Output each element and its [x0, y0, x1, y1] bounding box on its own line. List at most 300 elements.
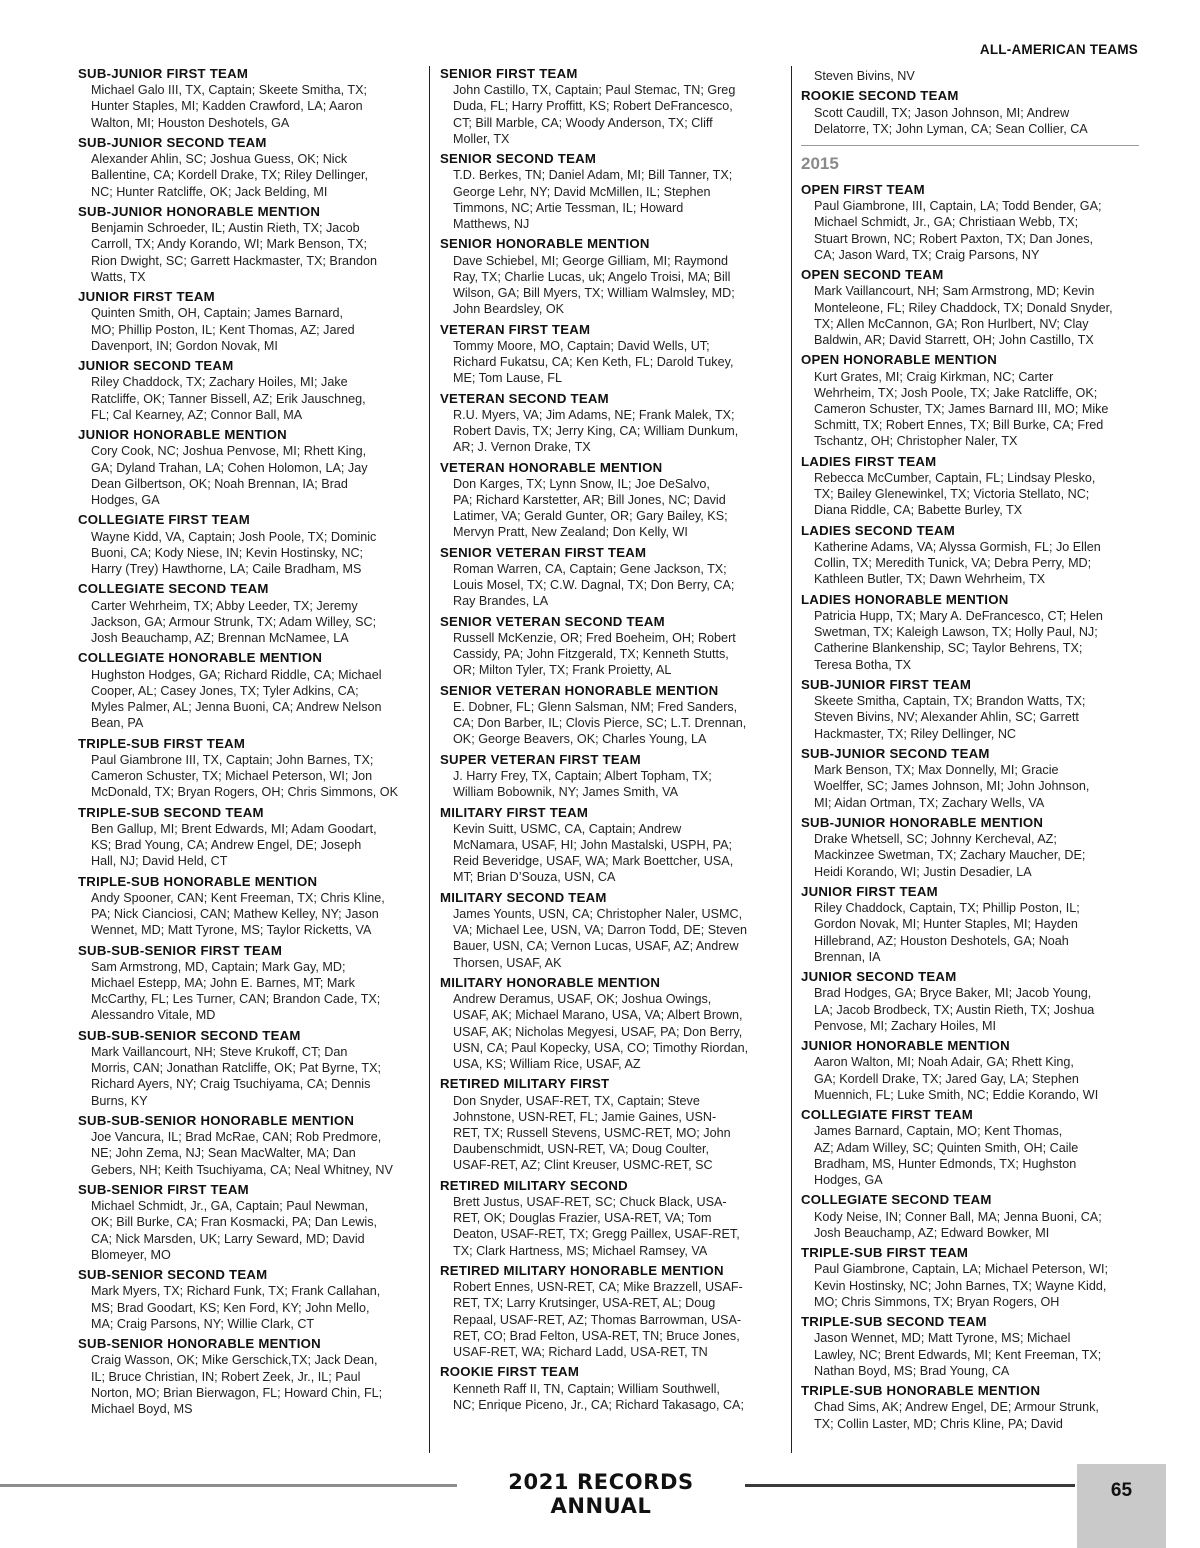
column-1: [78, 66, 420, 1421]
column-divider: [791, 66, 792, 1453]
team-members-line: Michael Estepp, MA; John E. Barnes, MT; Mark: [91, 976, 355, 991]
team-heading: SUB-JUNIOR HONORABLE MENTION: [801, 815, 1044, 831]
team-members-line: Russell McKenzie, OR; Fred Boeheim, OH; Robert: [453, 631, 736, 646]
team-members-line: Stuart Brown, NC; Robert Paxton, TX; Dan Jones,: [814, 231, 1094, 246]
team-members-line: Gebers, NH; Keith Tsuchiyama, CA; Neal Whitney, NV: [91, 1162, 393, 1177]
team-members-line: TX; Clark Hartness, MS; Michael Ramsey, VA: [453, 1243, 708, 1258]
team-heading: OPEN FIRST TEAM: [801, 182, 925, 197]
team-heading: RETIRED MILITARY SECOND: [440, 1177, 628, 1193]
team-members-line: NC; Enrique Piceno, Jr., CA; Richard Takasago, CA;: [453, 1397, 744, 1412]
team-members-line: James Younts, USN, CA; Christopher Naler, USMC,: [453, 907, 743, 922]
team-members-line: Wennet, MD; Matt Tyrone, MS; Taylor Ricketts, VA: [91, 923, 372, 938]
team-section: [78, 512, 420, 577]
team-members-line: Swetman, TX; Kaleigh Lawson, TX; Holly Paul, NJ;: [814, 625, 1098, 640]
team-section: [78, 135, 420, 200]
team-members-line: Buoni, CA; Kody Niese, IN; Kevin Hostinsky, NC;: [91, 545, 364, 560]
team-members-line: Chad Sims, AK; Andrew Engel, DE; Armour Strunk,: [814, 1400, 1099, 1415]
team-heading: ROOKIE SECOND TEAM: [801, 88, 959, 104]
team-members-line: Deaton, USAF-RET, TX; Gregg Paillex, USAF-RET,: [453, 1227, 740, 1242]
team-members-line: Diana Riddle, CA; Babette Burley, TX: [814, 503, 1023, 518]
team-members-line: McDonald, TX; Bryan Rogers, OH; Chris Simmons, OK: [91, 785, 399, 800]
team-section: [440, 236, 782, 317]
team-members-line: MS; Brad Goodart, KS; Ken Ford, KY; John Mello,: [91, 1300, 370, 1315]
team-section: [801, 1192, 1143, 1241]
team-section: [801, 454, 1143, 519]
team-members-line: John Castillo, TX, Captain; Paul Stemac, TN; Greg: [453, 83, 736, 98]
team-section: [440, 805, 782, 886]
team-section: [78, 581, 420, 646]
team-heading: VETERAN FIRST TEAM: [440, 321, 591, 337]
team-members-line: Ballentine, CA; Kordell Drake, TX; Riley Dellinger,: [91, 168, 368, 183]
team-members-line: Michael Galo III, TX, Captain; Skeete Smitha, TX;: [91, 83, 368, 98]
team-members-line: Roman Warren, CA, Captain; Gene Jackson, TX;: [453, 562, 727, 577]
team-members-line: Michael Schmidt, Jr., GA; Christiaan Webb, TX;: [814, 215, 1079, 230]
team-members-line: Schmitt, TX; Robert Ennes, TX; Bill Burke, CA; Fred: [814, 418, 1104, 433]
team-members-line: Alessandro Vitale, MD: [91, 1008, 216, 1023]
team-members-line: Bauer, USN, CA; Vernon Lucas, USAF, AZ; Andrew: [453, 939, 739, 954]
team-members-line: Hodges, GA: [814, 1173, 883, 1188]
team-members-line: FL; Cal Kearney, AZ; Connor Ball, MA: [91, 407, 303, 422]
team-section: [801, 523, 1143, 588]
team-members-line: Delatorre, TX; John Lyman, CA; Sean Collier, CA: [814, 121, 1088, 136]
team-members-line: MI; Aidan Ortman, TX; Zachary Wells, VA: [814, 795, 1045, 810]
team-members-line: CA; Don Barber, IL; Clovis Pierce, SC; L.T. Drennan,: [453, 716, 747, 731]
team-members-line: Mark Vaillancourt, NH; Steve Krukoff, CT; Dan: [91, 1045, 348, 1060]
team-members-line: Scott Caudill, TX; Jason Johnson, MI; Andrew: [814, 105, 1070, 120]
team-members-line: Monteleone, FL; Riley Chaddock, TX; Donald Snyder,: [814, 300, 1113, 315]
team-heading: COLLEGIATE HONORABLE MENTION: [78, 650, 323, 666]
team-section: [801, 884, 1143, 965]
team-heading: OPEN HONORABLE MENTION: [801, 352, 997, 368]
team-members-line: Teresa Botha, TX: [814, 657, 912, 672]
team-heading: JUNIOR HONORABLE MENTION: [78, 427, 287, 443]
team-members-line: Tommy Moore, MO, Captain; David Wells, UT;: [453, 338, 710, 353]
team-members-line: Nathan Boyd, MS; Brad Young, CA: [814, 1363, 1010, 1378]
team-members-line: USAF, AK; Michael Marano, USA, VA; Albert Brown,: [453, 1008, 743, 1023]
team-members-line: Timmons, NC; Artie Tessman, IL; Howard: [453, 200, 684, 215]
team-members-line: T.D. Berkes, TN; Daniel Adam, MI; Bill Tanner, TX;: [453, 168, 733, 183]
team-heading: COLLEGIATE FIRST TEAM: [801, 1107, 974, 1123]
team-heading: RETIRED MILITARY FIRST: [440, 1076, 610, 1092]
year-heading: 2015: [801, 145, 1139, 174]
team-members-line: Reid Beveridge, USAF, WA; Mark Boettcher, USA,: [453, 854, 734, 869]
team-members-line: Cameron Schuster, TX; James Barnard III, MO; Mike: [814, 402, 1109, 417]
team-members-line: USA, KS; William Rice, USAF, AZ: [453, 1057, 641, 1072]
team-heading: OPEN SECOND TEAM: [801, 267, 944, 283]
team-heading: VETERAN HONORABLE MENTION: [440, 459, 663, 475]
team-members-line: Ben Gallup, MI; Brent Edwards, MI; Adam Goodart,: [91, 821, 377, 836]
team-members-line: Aaron Walton, MI; Noah Adair, GA; Rhett King,: [814, 1055, 1074, 1070]
team-members-line: Paul Giambrone III, TX, Captain; John Barnes, TX;: [91, 752, 374, 767]
team-heading: COLLEGIATE SECOND TEAM: [801, 1192, 992, 1208]
team-members-line: McCarthy, FL; Les Turner, CAN; Brandon Cade, TX;: [91, 992, 381, 1007]
team-heading: COLLEGIATE FIRST TEAM: [78, 512, 251, 528]
team-section: [801, 88, 1143, 137]
team-section: [78, 650, 420, 731]
team-members-line: Kathleen Butler, TX; Dawn Wehrheim, TX: [814, 572, 1045, 587]
team-members-line: Johnstone, USN-RET, FL; Jamie Gaines, USN-: [453, 1109, 717, 1124]
team-section: [801, 1107, 1143, 1188]
team-members-line: Mackinzee Swetman, TX; Zachary Maucher, DE;: [814, 848, 1086, 863]
team-members-line: Brett Justus, USAF-RET, SC; Chuck Black, USA-: [453, 1195, 727, 1210]
team-section: [440, 391, 782, 456]
team-members-line: ME; Tom Lause, FL: [453, 371, 562, 386]
team-members-line: NE; John Zema, NJ; Sean MacWalter, MA; Dan: [91, 1146, 356, 1161]
team-members-line: Harry (Trey) Hawthorne, LA; Caile Bradham, MS: [91, 562, 362, 577]
team-section: [801, 677, 1143, 742]
team-section: [78, 736, 420, 801]
team-heading: SUB-SENIOR SECOND TEAM: [78, 1267, 268, 1283]
team-section: [78, 874, 420, 939]
team-members-line: Hodges, GA: [91, 493, 160, 508]
team-heading: SENIOR VETERAN FIRST TEAM: [440, 544, 647, 560]
team-heading: MILITARY SECOND TEAM: [440, 889, 607, 905]
team-heading: VETERAN SECOND TEAM: [440, 390, 609, 406]
team-members-line: Myles Palmer, AL; Jenna Buoni, CA; Andrew Nelson: [91, 700, 382, 715]
team-heading: LADIES HONORABLE MENTION: [801, 591, 1009, 607]
team-members-line: Kenneth Raff II, TN, Captain; William Southwell,: [453, 1381, 720, 1396]
team-members-line: Don Snyder, USAF-RET, TX, Captain; Steve: [453, 1093, 700, 1108]
team-section: [440, 1076, 782, 1173]
team-members-line: TX; Collin Laster, MD; Chris Kline, PA; David: [814, 1416, 1063, 1431]
team-members-line: Brennan, IA: [814, 949, 881, 964]
team-section: [801, 969, 1143, 1034]
team-section: [440, 460, 782, 541]
team-members-line: USAF-RET, AZ; Clint Kreuser, USMC-RET, SC: [453, 1158, 713, 1173]
team-heading: SENIOR VETERAN HONORABLE MENTION: [440, 682, 719, 698]
team-members-line: Kody Neise, IN; Conner Ball, MA; Jenna Buoni, CA;: [814, 1209, 1102, 1224]
team-members-line: Heidi Korando, WI; Justin Desadier, LA: [814, 864, 1032, 879]
team-members-line: PA; Nick Cianciosi, CAN; Mathew Kelley, NY; Jason: [91, 907, 379, 922]
team-section: [78, 358, 420, 423]
team-members-line: GA; Dyland Trahan, LA; Cohen Holomon, LA; Jay: [91, 460, 368, 475]
team-section: [78, 1028, 420, 1109]
team-members-line: Rion Dwight, SC; Garrett Hackmaster, TX; Brandon: [91, 253, 378, 268]
team-members-line: Richard Ayers, NY; Craig Tsuchiyama, CA; Dennis: [91, 1077, 371, 1092]
team-members-line: R.U. Myers, VA; Jim Adams, NE; Frank Malek, TX;: [453, 407, 735, 422]
team-members-line: Steven Bivins, NV; Alexander Ahlin, SC; Garrett: [814, 710, 1079, 725]
team-heading: TRIPLE-SUB SECOND TEAM: [801, 1314, 987, 1330]
footer-rule-left: [0, 1484, 457, 1487]
team-members-line: Bean, PA: [91, 716, 144, 731]
team-members-line: Josh Beauchamp, AZ; Brennan McNamee, LA: [91, 631, 349, 646]
team-members-line: MA; Craig Parsons, NY; Willie Clark, CT: [91, 1316, 315, 1331]
team-members-line: Blomeyer, MO: [91, 1247, 171, 1262]
team-members-line: J. Harry Frey, TX, Captain; Albert Topham, TX;: [453, 769, 712, 784]
team-heading: SUB-JUNIOR SECOND TEAM: [801, 746, 990, 762]
team-heading: COLLEGIATE SECOND TEAM: [78, 581, 269, 597]
team-members-line: RET, TX; Larry Krutsinger, USA-RET, AL; Doug: [453, 1296, 716, 1311]
team-members-line: Rebecca McCumber, Captain, FL; Lindsay Plesko,: [814, 471, 1096, 486]
team-members-line: TX; Bailey Glenewinkel, TX; Victoria Stellato, NC;: [814, 487, 1090, 502]
team-members-line: Carroll, TX; Andy Korando, WI; Mark Benson, TX;: [91, 237, 368, 252]
team-members-line: RET, CO; Brad Felton, USA-RET, TN; Bruce Jones,: [453, 1328, 740, 1343]
team-section: [801, 182, 1143, 263]
team-members-line: OK; Bill Burke, CA; Fran Kosmacki, PA; Dan Lewis,: [91, 1215, 378, 1230]
team-members-line: IL; Bruce Christian, IN; Robert Zeek, Jr., IL; Paul: [91, 1369, 361, 1384]
team-section: [440, 66, 782, 147]
team-section: [440, 1364, 782, 1413]
team-members-line: Mervyn Pratt, New Zealand; Don Kelly, WI: [453, 525, 688, 540]
team-heading: SENIOR SECOND TEAM: [440, 151, 597, 167]
team-members-line: MO; Phillip Poston, IL; Kent Thomas, AZ; Jared: [91, 322, 355, 337]
team-members-line: Joe Vancura, IL; Brad McRae, CAN; Rob Predmore,: [91, 1130, 382, 1145]
team-members-line: USAF, AK; Nicholas Megyesi, USAF, PA; Don Berry,: [453, 1024, 743, 1039]
team-members-line: Richard Fukatsu, CA; Ken Keth, FL; Darold Tukey,: [453, 355, 734, 370]
team-section: [78, 943, 420, 1024]
team-members-line: USAF-RET, WA; Richard Ladd, USA-RET, TN: [453, 1345, 708, 1360]
team-members-line: Skeete Smitha, Captain, TX; Brandon Watts, TX;: [814, 694, 1086, 709]
team-members-line: Wilson, GA; Bill Myers, TX; William Walmsley, MD;: [453, 286, 735, 301]
team-members-line: Paul Giambrone, Captain, LA; Michael Peterson, WI;: [814, 1262, 1108, 1277]
team-members-line: Gordon Novak, MI; Hunter Staples, MI; Hayden: [814, 917, 1078, 932]
team-section: [78, 427, 420, 508]
team-heading: RETIRED MILITARY HONORABLE MENTION: [440, 1263, 724, 1279]
team-section: [801, 815, 1143, 880]
team-members-line: Tschantz, OH; Christopher Naler, TX: [814, 434, 1018, 449]
team-section: [801, 1245, 1143, 1310]
team-section: [801, 592, 1143, 673]
running-head: ALL-AMERICAN TEAMS: [979, 42, 1138, 57]
team-members-line: CA; Nick Marsden, UK; Larry Seward, MD; David: [91, 1231, 365, 1246]
team-heading: JUNIOR SECOND TEAM: [78, 358, 234, 374]
team-members-line: Davenport, IN; Gordon Novak, MI: [91, 338, 278, 353]
team-heading: TRIPLE-SUB FIRST TEAM: [78, 735, 246, 751]
team-heading: SUB-SUB-SENIOR FIRST TEAM: [78, 942, 283, 958]
team-section: [78, 805, 420, 870]
team-heading: SUB-JUNIOR HONORABLE MENTION: [78, 204, 321, 219]
team-section: [440, 975, 782, 1072]
team-heading: TRIPLE-SUB FIRST TEAM: [801, 1245, 969, 1261]
team-members-line: Wehrheim, TX; Josh Poole, TX; Jake Ratcliffe, OK;: [814, 385, 1098, 400]
team-section: [440, 683, 782, 748]
team-members-line: AZ; Adam Willey, SC; Quinten Smith, OH; Caile: [814, 1140, 1079, 1155]
team-members-line: Duda, FL; Harry Proffitt, KS; Robert DeFrancesco,: [453, 99, 733, 114]
team-members-line: AR; J. Vernon Drake, TX: [453, 440, 591, 455]
team-section: [440, 890, 782, 971]
team-members-line: Riley Chaddock, Captain, TX; Phillip Poston, IL;: [814, 901, 1080, 916]
team-members-line: Ray Brandes, LA: [453, 594, 549, 609]
team-members-line: Quinten Smith, OH, Captain; James Barnard,: [91, 306, 343, 321]
team-members-line: RET, TX; Russell Stevens, USMC-RET, MO; John: [453, 1126, 731, 1141]
team-members-line: Cory Cook, NC; Joshua Penvose, MI; Rhett King,: [91, 444, 367, 459]
team-members-line: Craig Wasson, OK; Mike Gerschick,TX; Jack Dean,: [91, 1353, 378, 1368]
team-members-line: Don Karges, TX; Lynn Snow, IL; Joe DeSalvo,: [453, 476, 710, 491]
team-members-line: Hunter Staples, MI; Kadden Crawford, LA; Aaron: [91, 99, 363, 114]
team-members-line: LA; Jacob Brodbeck, TX; Austin Rieth, TX; Joshua: [814, 1002, 1095, 1017]
team-members-line: Mark Vaillancourt, NH; Sam Armstrong, MD; Kevin: [814, 284, 1095, 299]
team-members-line: McNamara, USAF, HI; John Mastalski, USPH, PA;: [453, 838, 732, 853]
team-members-line: Latimer, VA; Gerald Gunter, OR; Gary Bailey, KS;: [453, 509, 728, 524]
team-heading: SENIOR FIRST TEAM: [440, 66, 578, 81]
team-members-line: Lawley, NC; Brent Edwards, MI; Kent Freeman, TX;: [814, 1347, 1102, 1362]
column-3: [801, 68, 1143, 1436]
team-members-line: Moller, TX: [453, 131, 510, 146]
team-heading: TRIPLE-SUB HONORABLE MENTION: [801, 1383, 1041, 1399]
team-members-line: Louis Mosel, TX; C.W. Dagnal, TX; Don Berry, CA;: [453, 578, 735, 593]
team-heading: MILITARY FIRST TEAM: [440, 804, 589, 820]
team-members-line: Woelffer, SC; James Johnson, MI; John Johnson,: [814, 779, 1090, 794]
team-members-line: Paul Giambrone, III, Captain, LA; Todd Bender, GA;: [814, 199, 1102, 214]
team-members-line: Sam Armstrong, MD, Captain; Mark Gay, MD;: [91, 959, 346, 974]
team-members-line: VA; Michael Lee, USN, VA; Darron Todd, DE; Steven: [453, 923, 747, 938]
team-members-line: Cameron Schuster, TX; Michael Peterson, WI; Jon: [91, 769, 373, 784]
team-members-line: Cooper, AL; Casey Jones, TX; Tyler Adkins, CA;: [91, 683, 359, 698]
team-members-line: Katherine Adams, VA; Alyssa Gormish, FL; Jo Ellen: [814, 540, 1101, 555]
team-members-line: Burns, KY: [91, 1093, 148, 1108]
team-members-line: Mark Myers, TX; Richard Funk, TX; Frank Callahan,: [91, 1284, 381, 1299]
team-members-line: Patricia Hupp, TX; Mary A. DeFrancesco, CT; Helen: [814, 609, 1103, 624]
team-members-line: NC; Hunter Ratcliffe, OK; Jack Belding, MI: [91, 184, 328, 199]
team-members-line: George Lehr, NY; David McMillen, IL; Stephen: [453, 184, 711, 199]
team-members-line: Michael Schmidt, Jr., GA, Captain; Paul Newman,: [91, 1199, 369, 1214]
team-members-line: Baldwin, AR; David Starrett, OH; John Castillo, TX: [814, 333, 1094, 348]
team-members-line: Penvose, MI; Zachary Hoiles, MI: [814, 1018, 996, 1033]
team-members-line: CA; Jason Ward, TX; Craig Parsons, NY: [814, 247, 1040, 262]
team-members-line: Kurt Grates, MI; Craig Kirkman, NC; Carter: [814, 369, 1054, 384]
team-members-line: Collin, TX; Meredith Tunick, VA; Debra Perry, MD;: [814, 556, 1092, 571]
team-members-line: Brad Hodges, GA; Bryce Baker, MI; Jacob Young,: [814, 986, 1092, 1001]
footer-rule-right: [745, 1484, 1075, 1487]
team-heading: SUB-JUNIOR SECOND TEAM: [78, 135, 267, 150]
team-members-line: Alexander Ahlin, SC; Joshua Guess, OK; Nick: [91, 152, 348, 167]
team-heading: SUB-SENIOR HONORABLE MENTION: [78, 1336, 321, 1352]
team-heading: JUNIOR HONORABLE MENTION: [801, 1038, 1010, 1054]
team-members-line: Andrew Deramus, USAF, OK; Joshua Owings,: [453, 992, 712, 1007]
team-heading: SUB-SUB-SENIOR SECOND TEAM: [78, 1027, 301, 1043]
team-members-line: Hall, NJ; David Held, CT: [91, 854, 228, 869]
team-section: [801, 1314, 1143, 1379]
team-section: [801, 1383, 1143, 1432]
team-section: [78, 204, 420, 285]
team-members-line: Andy Spooner, CAN; Kent Freeman, TX; Chris Kline,: [91, 890, 385, 905]
team-members-line: Josh Beauchamp, AZ; Edward Bowker, MI: [814, 1225, 1050, 1240]
team-members-line: Dean Gilbertson, OK; Noah Brennan, IA; Brad: [91, 476, 348, 491]
team-members-line: GA; Kordell Drake, TX; Jared Gay, LA; Stephen: [814, 1071, 1079, 1086]
team-members-line: USN, CA; Paul Kopecky, USA, CO; Timothy Riordan,: [453, 1040, 749, 1055]
team-heading: SENIOR VETERAN SECOND TEAM: [440, 613, 665, 629]
team-members-line: William Bobownik, NY; James Smith, VA: [453, 785, 678, 800]
team-members-line: RET, OK; Douglas Frazier, USA-RET, VA; Tom: [453, 1211, 712, 1226]
team-section: [801, 352, 1143, 449]
team-members-line: Michael Boyd, MS: [91, 1402, 193, 1417]
team-members-line: Watts, TX: [91, 269, 146, 284]
team-members-line: Bradham, MS, Hunter Edmonds, TX; Hughston: [814, 1156, 1077, 1171]
team-members-line: Wayne Kidd, VA, Captain; Josh Poole, TX; Dominic: [91, 529, 377, 544]
team-heading: ROOKIE FIRST TEAM: [440, 1364, 580, 1380]
page-number-box: [1077, 1464, 1166, 1548]
team-members-line: John Beardsley, OK: [453, 302, 565, 317]
team-section: [801, 1038, 1143, 1103]
column-2: [440, 66, 782, 1417]
team-members-line: Repaal, USAF-RET, AZ; Thomas Barrowman, USA-: [453, 1312, 742, 1327]
team-heading: SUB-SUB-SENIOR HONORABLE MENTION: [78, 1113, 355, 1129]
team-members-line: Morris, CAN; Jonathan Ratcliffe, OK; Pat Byrne, TX;: [91, 1061, 382, 1076]
team-members-line: Hillebrand, AZ; Houston Deshotels, GA; Noah: [814, 933, 1069, 948]
team-members-line: Robert Davis, TX; Jerry King, CA; William Dunkum,: [453, 424, 739, 439]
team-heading: TRIPLE-SUB SECOND TEAM: [78, 804, 264, 820]
team-members-line: PA; Richard Karstetter, AR; Bill Jones, NC; David: [453, 493, 726, 508]
column-divider: [429, 66, 430, 1453]
team-heading: LADIES SECOND TEAM: [801, 522, 955, 538]
team-members-line: Cassidy, PA; John Fitzgerald, TX; Kenneth Stutts,: [453, 647, 729, 662]
team-section: [78, 1182, 420, 1263]
team-section: [440, 545, 782, 610]
footer-title: 2021 RECORDS ANNUAL: [508, 1470, 694, 1518]
team-section: [440, 752, 782, 801]
team-members-line: Jackson, GA; Armour Strunk, TX; Adam Willey, SC;: [91, 614, 377, 629]
team-members-line: Dave Schiebel, MI; George Gilliam, MI; Raymond: [453, 253, 729, 268]
team-section: [801, 746, 1143, 811]
team-heading: SUB-JUNIOR FIRST TEAM: [801, 677, 972, 693]
team-section: [78, 66, 420, 131]
team-heading: JUNIOR SECOND TEAM: [801, 969, 957, 985]
team-section: [440, 322, 782, 387]
team-members-line: CT; Bill Marble, CA; Woody Anderson, TX; Cliff: [453, 115, 713, 130]
team-section: [440, 1263, 782, 1360]
team-section: [78, 1267, 420, 1332]
team-heading: MILITARY HONORABLE MENTION: [440, 975, 661, 991]
team-members-line: Norton, MO; Brian Bierwagon, FL; Howard Chin, FL;: [91, 1385, 383, 1400]
team-members-line: OK; George Beavers, OK; Charles Young, LA: [453, 732, 707, 747]
team-members-line: E. Dobner, FL; Glenn Salsman, NM; Fred Sanders,: [453, 700, 738, 715]
team-members-line: Benjamin Schroeder, IL; Austin Rieth, TX; Jacob: [91, 221, 360, 236]
team-section: [801, 68, 1143, 84]
team-members-line: Jason Wennet, MD; Matt Tyrone, MS; Michael: [814, 1331, 1071, 1346]
team-members-line: James Barnard, Captain, MO; Kent Thomas,: [814, 1124, 1063, 1139]
team-members-line: MO; Chris Simmons, TX; Bryan Rogers, OH: [814, 1294, 1060, 1309]
team-members-line: Ratcliffe, OK; Tanner Bissell, AZ; Erik Jauschneg,: [91, 391, 366, 406]
team-members-line: Matthews, NJ: [453, 217, 530, 232]
team-section: [440, 151, 782, 232]
team-members-line: Hughston Hodges, GA; Richard Riddle, CA; Michael: [91, 667, 382, 682]
team-heading: SENIOR HONORABLE MENTION: [440, 236, 650, 252]
team-members-line: Daubenschmidt, USN-RET, VA; Doug Coulter,: [453, 1142, 709, 1157]
team-heading: JUNIOR FIRST TEAM: [801, 884, 938, 900]
team-members-line: MT; Brian D’Souza, USN, CA: [453, 870, 616, 885]
team-heading: JUNIOR FIRST TEAM: [78, 289, 215, 305]
team-members-line: Carter Wehrheim, TX; Abby Leeder, TX; Jeremy: [91, 598, 358, 613]
team-members-line: Mark Benson, TX; Max Donnelly, MI; Gracie: [814, 763, 1059, 778]
team-members-line: Catherine Blankenship, SC; Taylor Behrens, TX;: [814, 641, 1083, 656]
team-members-line: Ray, TX; Charlie Lucas, uk; Angelo Troisi, MA; Bill: [453, 269, 731, 284]
team-section: [78, 289, 420, 354]
team-heading: SUB-JUNIOR FIRST TEAM: [78, 66, 249, 81]
team-members-line: Muennich, FL; Luke Smith, NC; Eddie Korando, WI: [814, 1087, 1099, 1102]
team-section: [440, 1178, 782, 1259]
team-members-line: Walton, MI; Houston Deshotels, GA: [91, 115, 290, 130]
team-heading: SUB-SENIOR FIRST TEAM: [78, 1182, 249, 1198]
team-members-line: KS; Brad Young, CA; Andrew Engel, DE; Joseph: [91, 838, 362, 853]
team-members-line: Riley Chaddock, TX; Zachary Hoiles, MI; Jake: [91, 375, 348, 390]
team-members-line: OR; Milton Tyler, TX; Frank Proietty, AL: [453, 663, 672, 678]
team-members-line: Hackmaster, TX; Riley Dellinger, NC: [814, 726, 1017, 741]
team-members-line: TX; Allen McCannon, GA; Ron Hurlbert, NV; Clay: [814, 316, 1089, 331]
team-section: [440, 614, 782, 679]
team-section: [78, 1336, 420, 1417]
page-number: 65: [1110, 1480, 1133, 1501]
team-members-line: Thorsen, USAF, AK: [453, 955, 562, 970]
team-section: [78, 1113, 420, 1178]
team-members-line: Robert Ennes, USN-RET, CA; Mike Brazzell, USAF-: [453, 1280, 743, 1295]
team-members-line: Drake Whetsell, SC; Johnny Kercheval, AZ;: [814, 832, 1057, 847]
team-members-line: Kevin Suitt, USMC, CA, Captain; Andrew: [453, 821, 682, 836]
team-heading: TRIPLE-SUB HONORABLE MENTION: [78, 873, 318, 889]
team-section: [801, 267, 1143, 348]
team-members-line: Kevin Hostinsky, NC; John Barnes, TX; Wayne Kidd,: [814, 1278, 1107, 1293]
team-heading: LADIES FIRST TEAM: [801, 453, 937, 469]
team-heading: SUPER VETERAN FIRST TEAM: [440, 751, 641, 767]
